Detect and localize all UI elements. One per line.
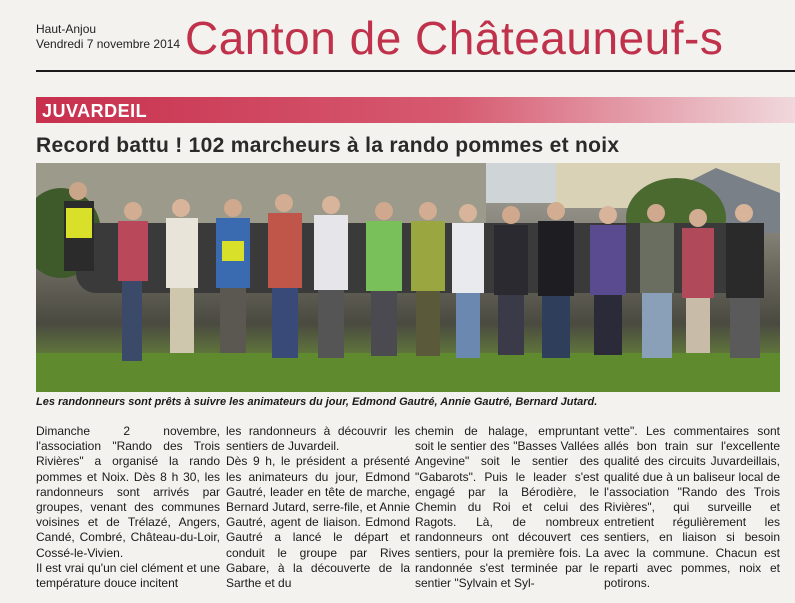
canton-title: Canton de Châteauneuf-s [185, 12, 724, 64]
article-column-1: Dimanche 2 novembre, l'association "Rando des Trois Rivières" a organisé la rando pommes et Noix. Dès 8 h 30, les randonneurs sont arrivés par groupes, venant des communes voisines et de Trélazé, Angers, Candé, Combré, Château-du-Loir, Cossé-le-Vivien. Il est vrai qu'un ciel clément et une température douce incitent [36, 424, 220, 591]
article-column-2: les randonneurs à découvrir les sentiers de Juvardeil. Dès 9 h, le président a présenté les animateurs du jour, Edmond Gautré, leader en tête de marche, Bernard Jutard, serre-file, et Annie Gautré, agent de liaison. Edmond Gautré a lancé le départ et conduit le groupe par Rives Gabare, à la découverte de la Sarthe et du [226, 424, 410, 591]
article-column-4: vette". Les commentaires sont allés bon train sur l'excellente qualité des circuits Juvardeillais, qualité due à un baliseur local de l'association "Rando des Trois Rivières", qui surveille et entretient régulièrement les sentiers, en liaison si besoin avec la commune. Chacun est reparti avec pommes, noix et potirons. [604, 424, 780, 591]
article-headline: Record battu ! 102 marcheurs à la rando pommes et noix [36, 134, 620, 157]
section-band [36, 97, 795, 123]
photo-caption: Les randonneurs sont prêts à suivre les animateurs du jour, Edmond Gautré, Annie Gautré, Bernard Jutard. [36, 396, 598, 408]
edition-place: Haut-Anjou [36, 22, 97, 36]
group-photo-illustration [36, 163, 780, 392]
section-label: JUVARDEIL [42, 101, 148, 121]
edition-date: Vendredi 7 novembre 2014 [36, 37, 181, 51]
group-photo [36, 163, 780, 392]
masthead-rule [36, 70, 795, 72]
masthead [0, 0, 795, 76]
article-column-3: chemin de halage, empruntant soit le sentier des "Basses Vallées Angevine" soit le sentier des "Gabarots". Puis le leader s'est engagé par la Bérodière, le Chemin du Roi et celui des Ragots. Là, de nombreux randonneurs ont découvert ces sentiers, pour la première fois. La randonnée s'est terminée par le sentier "Sylvain et Syl- [415, 424, 599, 591]
